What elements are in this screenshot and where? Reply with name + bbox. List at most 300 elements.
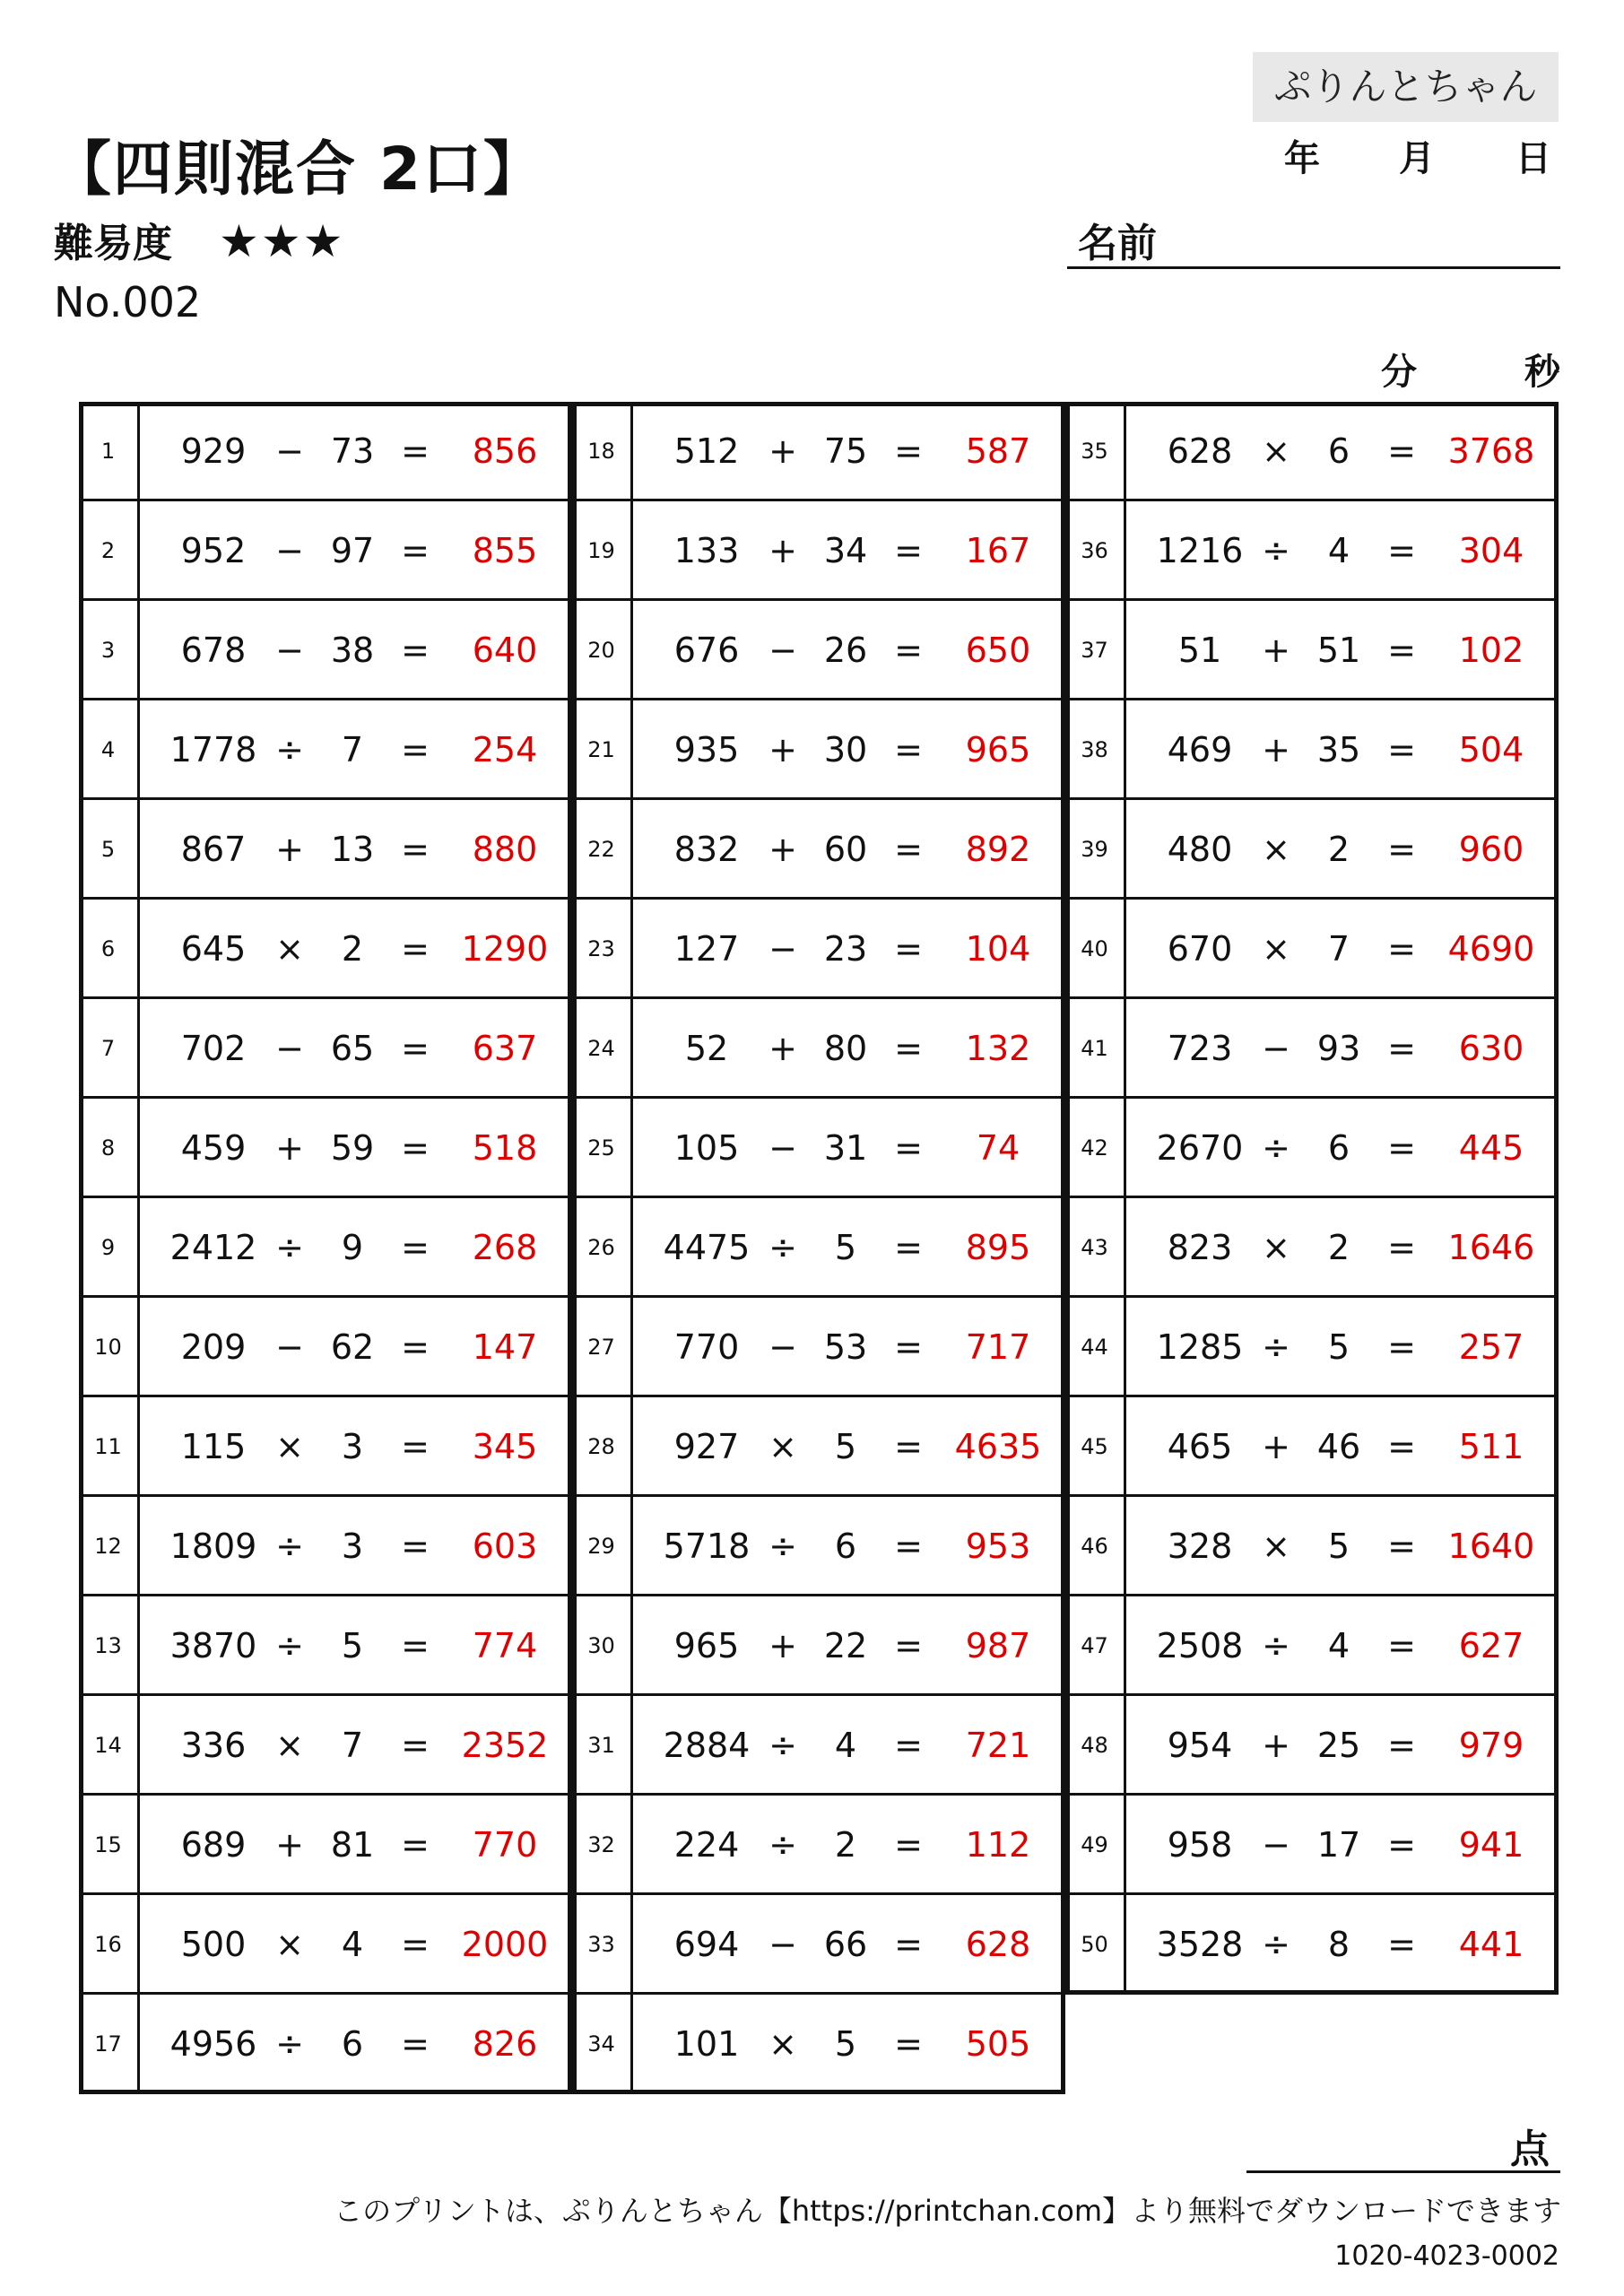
operand-a: 935 bbox=[673, 730, 740, 770]
problem-number: 44 bbox=[1065, 1298, 1126, 1397]
problem-number: 9 bbox=[79, 1198, 140, 1298]
problem-row bbox=[79, 1397, 572, 1497]
operand-a: 459 bbox=[180, 1128, 247, 1168]
operand-a: 678 bbox=[180, 631, 247, 670]
operand-b: 81 bbox=[330, 1825, 375, 1865]
operator: × bbox=[1262, 1228, 1290, 1267]
answer: 721 bbox=[965, 1726, 1031, 1765]
operator: + bbox=[1262, 631, 1290, 670]
operand-a: 1285 bbox=[1156, 1327, 1244, 1367]
operand-b: 26 bbox=[823, 631, 868, 670]
operand-a: 694 bbox=[673, 1925, 740, 1964]
problem-row bbox=[572, 1895, 1065, 1995]
answer: 1290 bbox=[461, 929, 549, 969]
footer-note: このプリントは、ぷりんとちゃん【https://printchan.com】より無料でダウンロードできます bbox=[334, 2194, 1561, 2228]
operand-b: 6 bbox=[1327, 1128, 1350, 1168]
operator: − bbox=[1262, 1825, 1290, 1865]
operand-a: 2412 bbox=[169, 1228, 257, 1267]
answer: 147 bbox=[472, 1327, 538, 1367]
operand-b: 75 bbox=[823, 431, 868, 471]
equals-sign: = bbox=[894, 730, 923, 770]
operand-a: 770 bbox=[673, 1327, 740, 1367]
equals-sign: = bbox=[894, 1128, 923, 1168]
operand-a: 670 bbox=[1167, 929, 1233, 969]
operator: + bbox=[769, 431, 797, 471]
problem-number: 3 bbox=[79, 601, 140, 700]
problem-number: 15 bbox=[79, 1796, 140, 1895]
problem-number: 38 bbox=[1065, 700, 1126, 800]
equals-sign: = bbox=[1387, 1925, 1416, 1964]
operand-a: 4475 bbox=[663, 1228, 751, 1267]
worksheet-title: 【四則混合 2口】 bbox=[52, 135, 544, 204]
operand-b: 4 bbox=[1327, 531, 1350, 570]
equals-sign: = bbox=[401, 631, 430, 670]
operand-a: 480 bbox=[1167, 830, 1233, 869]
problem-number: 11 bbox=[79, 1397, 140, 1497]
answer: 102 bbox=[1458, 631, 1524, 670]
equals-sign: = bbox=[894, 1626, 923, 1665]
operand-b: 4 bbox=[834, 1726, 857, 1765]
equals-sign: = bbox=[401, 1626, 430, 1665]
operator: + bbox=[769, 531, 797, 570]
operator: ÷ bbox=[1262, 1626, 1290, 1665]
difficulty-stars: ★★★ bbox=[219, 215, 345, 267]
problem-row bbox=[1065, 402, 1559, 501]
problem-row bbox=[1065, 1796, 1559, 1895]
operator: ÷ bbox=[275, 1526, 304, 1566]
problem-row bbox=[572, 800, 1065, 900]
operand-a: 723 bbox=[1167, 1029, 1233, 1068]
name-label: 名前 bbox=[1078, 221, 1157, 266]
problem-column bbox=[79, 402, 572, 2094]
problem-row bbox=[1065, 900, 1559, 999]
operator: ÷ bbox=[275, 1228, 304, 1267]
equals-sign: = bbox=[1387, 1128, 1416, 1168]
operand-b: 6 bbox=[1327, 431, 1350, 471]
answer: 979 bbox=[1458, 1726, 1524, 1765]
problem-row bbox=[1065, 1198, 1559, 1298]
operator: ÷ bbox=[769, 1526, 797, 1566]
problem-number: 29 bbox=[572, 1497, 633, 1596]
answer: 254 bbox=[472, 730, 538, 770]
operand-a: 4956 bbox=[169, 2024, 257, 2064]
equals-sign: = bbox=[1387, 1726, 1416, 1765]
answer: 132 bbox=[965, 1029, 1031, 1068]
operand-a: 2670 bbox=[1156, 1128, 1244, 1168]
operand-b: 22 bbox=[823, 1626, 868, 1665]
problem-row bbox=[572, 501, 1065, 601]
answer: 628 bbox=[965, 1925, 1031, 1964]
operator: + bbox=[275, 1825, 304, 1865]
operand-a: 965 bbox=[673, 1626, 740, 1665]
problem-number: 1 bbox=[79, 402, 140, 501]
operator: × bbox=[1262, 929, 1290, 969]
operand-a: 929 bbox=[180, 431, 247, 471]
problem-row bbox=[572, 1397, 1065, 1497]
operand-a: 5718 bbox=[663, 1526, 751, 1566]
problem-number: 6 bbox=[79, 900, 140, 999]
operator: + bbox=[275, 1128, 304, 1168]
problem-row bbox=[572, 402, 1065, 501]
equals-sign: = bbox=[401, 830, 430, 869]
operand-b: 31 bbox=[823, 1128, 868, 1168]
equals-sign: = bbox=[1387, 1228, 1416, 1267]
answer: 2000 bbox=[461, 1925, 549, 1964]
difficulty-label: 難易度 bbox=[54, 221, 172, 266]
operand-b: 3 bbox=[341, 1526, 364, 1566]
operator: + bbox=[275, 830, 304, 869]
problem-row bbox=[79, 1596, 572, 1696]
problem-row bbox=[572, 1696, 1065, 1796]
answer: 630 bbox=[1458, 1029, 1524, 1068]
problem-row bbox=[1065, 601, 1559, 700]
operand-a: 676 bbox=[673, 631, 740, 670]
operator: ÷ bbox=[769, 1228, 797, 1267]
answer: 74 bbox=[976, 1128, 1020, 1168]
answer: 268 bbox=[472, 1228, 538, 1267]
operand-a: 105 bbox=[673, 1128, 740, 1168]
problem-row bbox=[572, 999, 1065, 1099]
answer: 717 bbox=[965, 1327, 1031, 1367]
operator: × bbox=[1262, 1526, 1290, 1566]
problem-row bbox=[79, 1099, 572, 1198]
answer: 1640 bbox=[1447, 1526, 1535, 1566]
problem-number: 43 bbox=[1065, 1198, 1126, 1298]
answer: 167 bbox=[965, 531, 1031, 570]
problem-number: 8 bbox=[79, 1099, 140, 1198]
problem-number: 10 bbox=[79, 1298, 140, 1397]
answer: 895 bbox=[965, 1228, 1031, 1267]
problem-number: 16 bbox=[79, 1895, 140, 1995]
problem-row bbox=[79, 501, 572, 601]
problem-row bbox=[79, 601, 572, 700]
month-label: 月 bbox=[1399, 138, 1435, 179]
answer: 587 bbox=[965, 431, 1031, 471]
problem-row bbox=[572, 1198, 1065, 1298]
operator: + bbox=[769, 1029, 797, 1068]
equals-sign: = bbox=[1387, 531, 1416, 570]
operand-b: 4 bbox=[341, 1925, 364, 1964]
operand-b: 60 bbox=[823, 830, 868, 869]
problem-number: 17 bbox=[79, 1995, 140, 2094]
problem-number: 47 bbox=[1065, 1596, 1126, 1696]
operand-b: 5 bbox=[1327, 1526, 1350, 1566]
operand-b: 53 bbox=[823, 1327, 868, 1367]
operator: ÷ bbox=[1262, 1327, 1290, 1367]
operand-a: 328 bbox=[1167, 1526, 1233, 1566]
answer: 518 bbox=[472, 1128, 538, 1168]
problem-number: 7 bbox=[79, 999, 140, 1099]
equals-sign: = bbox=[894, 531, 923, 570]
operand-b: 5 bbox=[1327, 1327, 1350, 1367]
operand-b: 2 bbox=[1327, 1228, 1350, 1267]
equals-sign: = bbox=[894, 1327, 923, 1367]
problem-row bbox=[1065, 1099, 1559, 1198]
operator: + bbox=[1262, 1427, 1290, 1466]
problem-number: 22 bbox=[572, 800, 633, 900]
operator: ÷ bbox=[275, 730, 304, 770]
equals-sign: = bbox=[894, 631, 923, 670]
operator: + bbox=[1262, 730, 1290, 770]
equals-sign: = bbox=[1387, 631, 1416, 670]
answer: 112 bbox=[965, 1825, 1031, 1865]
operator: − bbox=[769, 1128, 797, 1168]
equals-sign: = bbox=[401, 1128, 430, 1168]
operand-a: 954 bbox=[1167, 1726, 1233, 1765]
equals-sign: = bbox=[894, 929, 923, 969]
operator: × bbox=[275, 929, 304, 969]
equals-sign: = bbox=[1387, 1427, 1416, 1466]
name-field bbox=[1067, 211, 1560, 269]
operand-a: 224 bbox=[673, 1825, 740, 1865]
equals-sign: = bbox=[401, 1825, 430, 1865]
problem-grid bbox=[79, 402, 1559, 2096]
answer: 104 bbox=[965, 929, 1031, 969]
problem-row bbox=[79, 1696, 572, 1796]
problem-number: 31 bbox=[572, 1696, 633, 1796]
operator: − bbox=[769, 1327, 797, 1367]
equals-sign: = bbox=[894, 1228, 923, 1267]
operator: + bbox=[1262, 1726, 1290, 1765]
operand-a: 823 bbox=[1167, 1228, 1233, 1267]
operand-b: 17 bbox=[1316, 1825, 1361, 1865]
score-field bbox=[1246, 2117, 1560, 2173]
time-fields bbox=[1345, 344, 1560, 394]
operand-b: 4 bbox=[1327, 1626, 1350, 1665]
equals-sign: = bbox=[401, 2024, 430, 2064]
equals-sign: = bbox=[894, 1526, 923, 1566]
problem-row bbox=[572, 601, 1065, 700]
answer: 627 bbox=[1458, 1626, 1524, 1665]
problem-row bbox=[1065, 1596, 1559, 1696]
problem-row bbox=[572, 1995, 1065, 2094]
problem-number: 39 bbox=[1065, 800, 1126, 900]
answer: 1646 bbox=[1447, 1228, 1535, 1267]
operand-a: 465 bbox=[1167, 1427, 1233, 1466]
operand-a: 500 bbox=[180, 1925, 247, 1964]
equals-sign: = bbox=[401, 531, 430, 570]
problem-number: 4 bbox=[79, 700, 140, 800]
equals-sign: = bbox=[1387, 929, 1416, 969]
operand-b: 5 bbox=[834, 1427, 857, 1466]
operator: − bbox=[769, 1925, 797, 1964]
operand-a: 689 bbox=[180, 1825, 247, 1865]
answer: 511 bbox=[1458, 1427, 1524, 1466]
equals-sign: = bbox=[401, 1327, 430, 1367]
answer: 826 bbox=[472, 2024, 538, 2064]
equals-sign: = bbox=[1387, 1825, 1416, 1865]
operand-b: 6 bbox=[341, 2024, 364, 2064]
operand-a: 336 bbox=[180, 1726, 247, 1765]
operand-b: 23 bbox=[823, 929, 868, 969]
operand-b: 30 bbox=[823, 730, 868, 770]
operand-a: 2508 bbox=[1156, 1626, 1244, 1665]
operand-b: 5 bbox=[834, 1228, 857, 1267]
brand-badge: ぷりんとちゃん bbox=[1253, 52, 1559, 122]
operand-b: 46 bbox=[1316, 1427, 1361, 1466]
problem-number: 20 bbox=[572, 601, 633, 700]
equals-sign: = bbox=[894, 830, 923, 869]
operand-b: 51 bbox=[1316, 631, 1361, 670]
operand-a: 101 bbox=[673, 2024, 740, 2064]
operand-a: 469 bbox=[1167, 730, 1233, 770]
operand-a: 127 bbox=[673, 929, 740, 969]
seconds-label: 秒 bbox=[1524, 352, 1560, 393]
problem-row bbox=[79, 700, 572, 800]
operand-b: 7 bbox=[341, 1726, 364, 1765]
problem-row bbox=[1065, 999, 1559, 1099]
problem-row bbox=[1065, 1298, 1559, 1397]
operator: − bbox=[275, 431, 304, 471]
problem-number: 42 bbox=[1065, 1099, 1126, 1198]
problem-row bbox=[572, 1596, 1065, 1696]
answer: 441 bbox=[1458, 1925, 1524, 1964]
answer: 855 bbox=[472, 531, 538, 570]
operand-b: 5 bbox=[834, 2024, 857, 2064]
operand-a: 867 bbox=[180, 830, 247, 869]
problem-number: 41 bbox=[1065, 999, 1126, 1099]
answer: 856 bbox=[472, 431, 538, 471]
problem-row bbox=[572, 900, 1065, 999]
problem-row bbox=[79, 1198, 572, 1298]
problem-row bbox=[1065, 1696, 1559, 1796]
operand-b: 97 bbox=[330, 531, 375, 570]
problem-row bbox=[79, 1298, 572, 1397]
operand-a: 645 bbox=[180, 929, 247, 969]
equals-sign: = bbox=[401, 730, 430, 770]
answer: 637 bbox=[472, 1029, 538, 1068]
operand-b: 6 bbox=[834, 1526, 857, 1566]
problem-row bbox=[572, 1497, 1065, 1596]
problem-row bbox=[572, 1796, 1065, 1895]
operator: × bbox=[1262, 431, 1290, 471]
problem-row bbox=[1065, 700, 1559, 800]
problem-number: 32 bbox=[572, 1796, 633, 1895]
problem-number: 12 bbox=[79, 1497, 140, 1596]
operand-b: 80 bbox=[823, 1029, 868, 1068]
problem-number: 46 bbox=[1065, 1497, 1126, 1596]
equals-sign: = bbox=[401, 1726, 430, 1765]
operand-a: 3528 bbox=[1156, 1925, 1244, 1964]
problem-number: 36 bbox=[1065, 501, 1126, 601]
equals-sign: = bbox=[401, 1427, 430, 1466]
answer: 965 bbox=[965, 730, 1031, 770]
answer: 987 bbox=[965, 1626, 1031, 1665]
answer: 603 bbox=[472, 1526, 538, 1566]
operand-a: 3870 bbox=[169, 1626, 257, 1665]
answer: 4690 bbox=[1447, 929, 1535, 969]
problem-number: 18 bbox=[572, 402, 633, 501]
answer: 650 bbox=[965, 631, 1031, 670]
operand-b: 2 bbox=[341, 929, 364, 969]
footer-code: 1020-4023-0002 bbox=[1334, 2240, 1559, 2272]
operand-b: 66 bbox=[823, 1925, 868, 1964]
operator: × bbox=[275, 1925, 304, 1964]
problem-number: 48 bbox=[1065, 1696, 1126, 1796]
equals-sign: = bbox=[894, 1726, 923, 1765]
operand-a: 2884 bbox=[663, 1726, 751, 1765]
date-fields bbox=[1273, 130, 1560, 184]
answer: 445 bbox=[1458, 1128, 1524, 1168]
answer: 892 bbox=[965, 830, 1031, 869]
answer: 960 bbox=[1458, 830, 1524, 869]
problem-row bbox=[79, 800, 572, 900]
operand-a: 958 bbox=[1167, 1825, 1233, 1865]
operator: − bbox=[769, 929, 797, 969]
problem-number: 24 bbox=[572, 999, 633, 1099]
operand-b: 8 bbox=[1327, 1925, 1350, 1964]
problem-number: 37 bbox=[1065, 601, 1126, 700]
operand-b: 2 bbox=[1327, 830, 1350, 869]
operator: + bbox=[769, 830, 797, 869]
operator: ÷ bbox=[275, 2024, 304, 2064]
operator: × bbox=[275, 1427, 304, 1466]
operand-a: 209 bbox=[180, 1327, 247, 1367]
operator: − bbox=[275, 531, 304, 570]
answer: 2352 bbox=[461, 1726, 549, 1765]
equals-sign: = bbox=[1387, 1526, 1416, 1566]
operand-a: 1778 bbox=[169, 730, 257, 770]
operator: × bbox=[275, 1726, 304, 1765]
problem-number: 34 bbox=[572, 1995, 633, 2094]
operator: ÷ bbox=[275, 1626, 304, 1665]
operand-b: 65 bbox=[330, 1029, 375, 1068]
problem-row bbox=[1065, 1397, 1559, 1497]
problem-number: 45 bbox=[1065, 1397, 1126, 1497]
operator: − bbox=[275, 1029, 304, 1068]
problem-number: 5 bbox=[79, 800, 140, 900]
operand-a: 52 bbox=[684, 1029, 729, 1068]
equals-sign: = bbox=[894, 1427, 923, 1466]
operator: − bbox=[275, 1327, 304, 1367]
equals-sign: = bbox=[1387, 730, 1416, 770]
operand-b: 93 bbox=[1316, 1029, 1361, 1068]
problem-number: 33 bbox=[572, 1895, 633, 1995]
operator: + bbox=[769, 730, 797, 770]
answer: 880 bbox=[472, 830, 538, 869]
operand-a: 1809 bbox=[169, 1526, 257, 1566]
answer: 257 bbox=[1458, 1327, 1524, 1367]
operand-b: 2 bbox=[834, 1825, 857, 1865]
problem-number: 23 bbox=[572, 900, 633, 999]
operator: + bbox=[769, 1626, 797, 1665]
operator: − bbox=[1262, 1029, 1290, 1068]
operand-a: 927 bbox=[673, 1427, 740, 1466]
problem-row bbox=[1065, 1895, 1559, 1995]
equals-sign: = bbox=[894, 1029, 923, 1068]
problem-row bbox=[79, 402, 572, 501]
equals-sign: = bbox=[1387, 431, 1416, 471]
operand-a: 133 bbox=[673, 531, 740, 570]
answer: 4635 bbox=[954, 1427, 1042, 1466]
equals-sign: = bbox=[401, 1526, 430, 1566]
operand-a: 952 bbox=[180, 531, 247, 570]
operator: ÷ bbox=[1262, 1925, 1290, 1964]
operand-a: 512 bbox=[673, 431, 740, 471]
equals-sign: = bbox=[1387, 830, 1416, 869]
problem-row bbox=[572, 1099, 1065, 1198]
answer: 304 bbox=[1458, 531, 1524, 570]
equals-sign: = bbox=[894, 1825, 923, 1865]
problem-row bbox=[1065, 501, 1559, 601]
operator: ÷ bbox=[1262, 1128, 1290, 1168]
problem-number: 2 bbox=[79, 501, 140, 601]
problem-number: 26 bbox=[572, 1198, 633, 1298]
problem-row bbox=[572, 700, 1065, 800]
problem-column bbox=[572, 402, 1065, 2094]
problem-row bbox=[1065, 1497, 1559, 1596]
document-number: No.002 bbox=[54, 278, 202, 326]
